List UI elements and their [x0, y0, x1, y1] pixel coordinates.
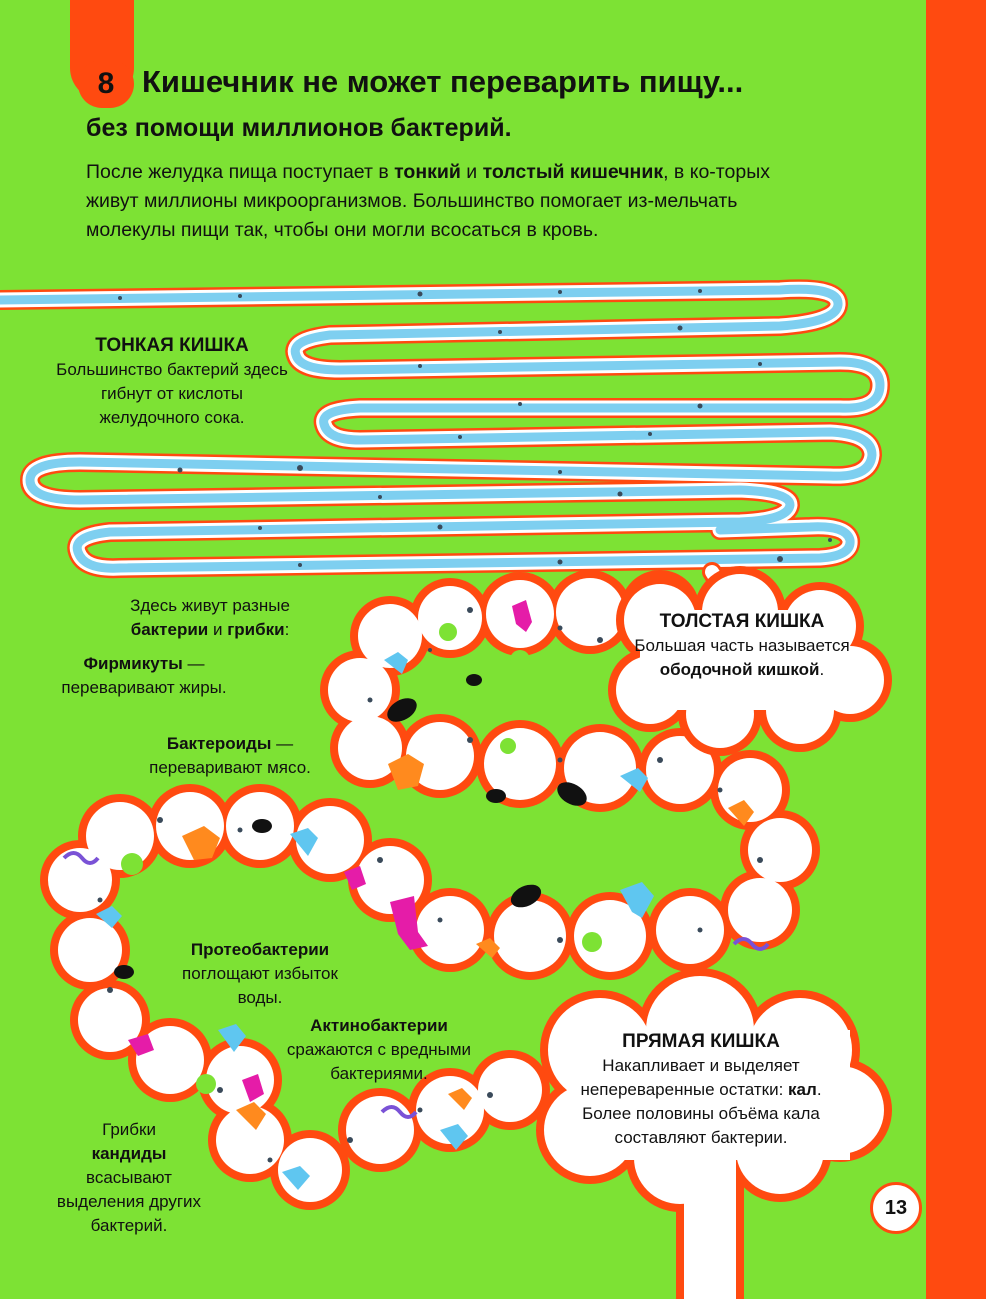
firmicutes-label: Фирмикуты — переваривают жиры. [61, 654, 227, 697]
page-subtitle: без помощи миллионов бактерий. [86, 114, 512, 142]
candida-label: Грибки кандиды всасывают выделения других бактерий. [56, 1120, 202, 1235]
page-title: Кишечник не может переварить пищу... [142, 64, 744, 99]
bacteroides-label: Бактероиды — переваривают мясо. [149, 734, 311, 777]
small-intestine-label: ТОНКАЯ КИШКА Большинство бактерий здесь гибнут от кислоты желудочного сока. [56, 335, 288, 427]
actinobacteria-label: Актинобактерии сражаются с вредными бактериями. [286, 1016, 472, 1083]
section-number-badge: 8 [78, 60, 134, 108]
rectum-label: ПРЯМАЯ КИШКА Накапливает и выделяет непереваренные остатки: кал. Более половины объёма кала составляют бактерии. [580, 1031, 822, 1147]
large-intestine-label: ТОЛСТАЯ КИШКА Большая часть называется ободочной кишкой. [634, 611, 850, 679]
page-number-badge: 13 [870, 1182, 922, 1234]
inhabitants-label: Здесь живут разные бактерии и грибки: [130, 596, 290, 639]
proteobacteria-label: Протеобактерии поглощают избыток воды. [182, 940, 338, 1007]
intro-paragraph: После желудка пища поступает в тонкий и толстый кишечник, в ко-торых живут миллионы микроорганизмов. Большинство помогает из-мельчать молекулы пищи так, чтобы они могли всосаться в кровь. [86, 161, 770, 241]
